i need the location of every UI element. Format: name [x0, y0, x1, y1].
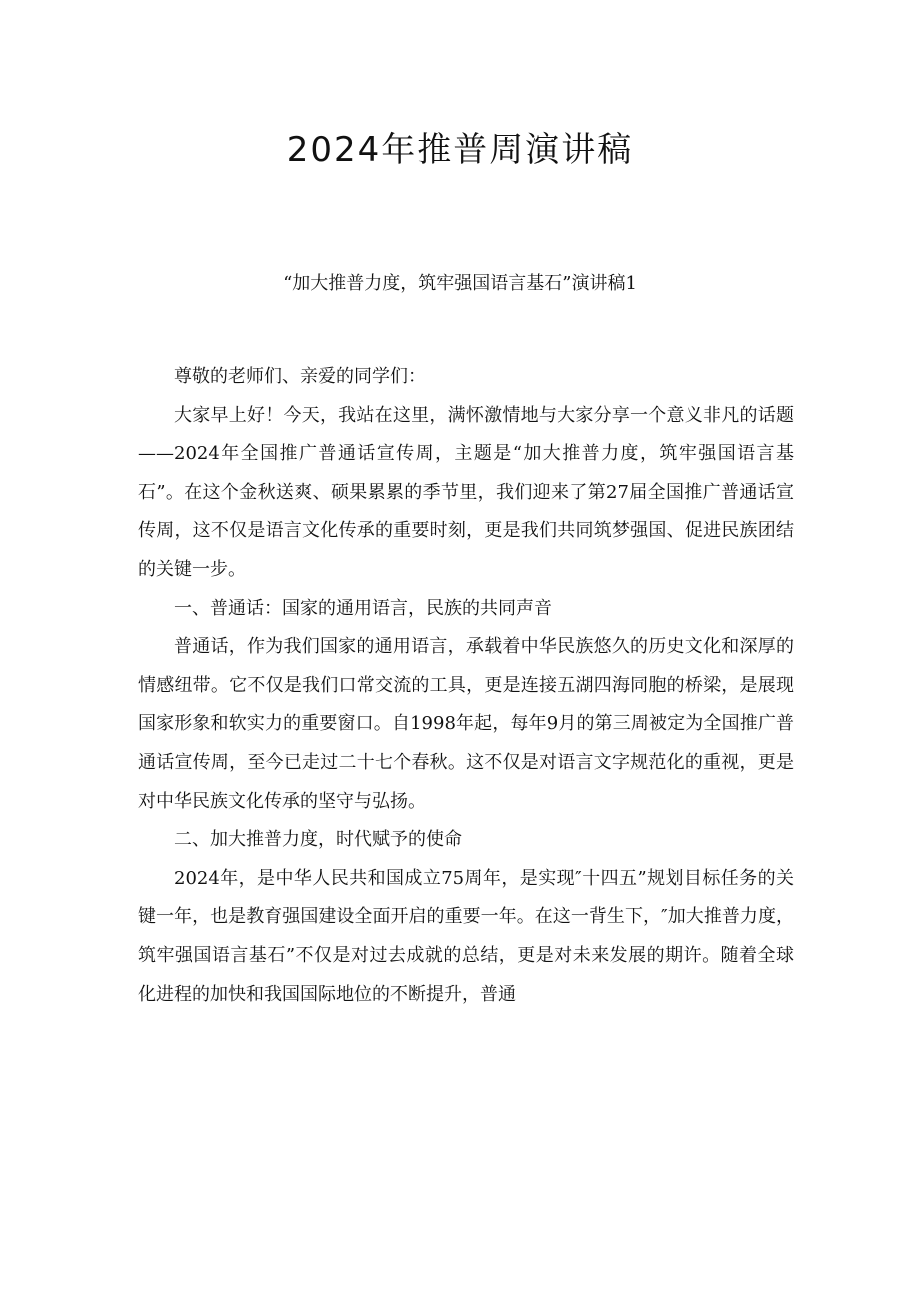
section-heading: 一、普通话：国家的通用语言，民族的共同声音 — [174, 597, 552, 619]
body-paragraph: 大家早上好！今天，我站在这里，满怀激情地与大家分享一个意义非凡的话题——2024年全国推广普通话宣传周，主题是“加大推普力度，筑牢强国语言基石”。在这个金秋送爽、硕果累累的季节里，我们迎来了第27届全国推广普通话宣传周，这不仅是语言文化传承的重要时刻，更是我们共同筑梦强国、促进民族团结的关键一步。 — [138, 404, 794, 580]
document-body — [138, 358, 794, 1014]
body-paragraph: 2024年，是中华人民共和国成立75周年，是实现″十四五”规划目标任务的关键一年，也是教育强国建设全面开启的重要一年。在这一背生下，″加大推普力度，筑牢强国语言基石”不仅是对过去成就的总结，更是对未来发展的期许。随着全球化进程的加快和我国国际地位的不断提升，普通 — [138, 867, 794, 1005]
section-heading: 二、加大推普力度，时代赋予的使命 — [174, 829, 462, 851]
salutation: 尊敬的老师们、亲爱的同学们： — [174, 366, 426, 387]
document-title: 2024年推普周演讲稿 — [286, 130, 634, 170]
document-subtitle: “加大推普力度，筑牢强国语言基石”演讲稿1 — [283, 273, 637, 294]
body-paragraph: 普通话，作为我们国家的通用语言，承载着中华民族悠久的历史文化和深厚的情感纽带。它不仅是我们口常交流的工具，更是连接五湖四海同胞的桥梁，是展现国家形象和软实力的重要窗口。自1998年起，每年9月的第三周被定为全国推广普通话宣传周，至今已走过二十七个春秋。这不仅是对语言文字规范化的重视，更是对中华民族文化传承的坚守与弘扬。 — [138, 636, 794, 812]
